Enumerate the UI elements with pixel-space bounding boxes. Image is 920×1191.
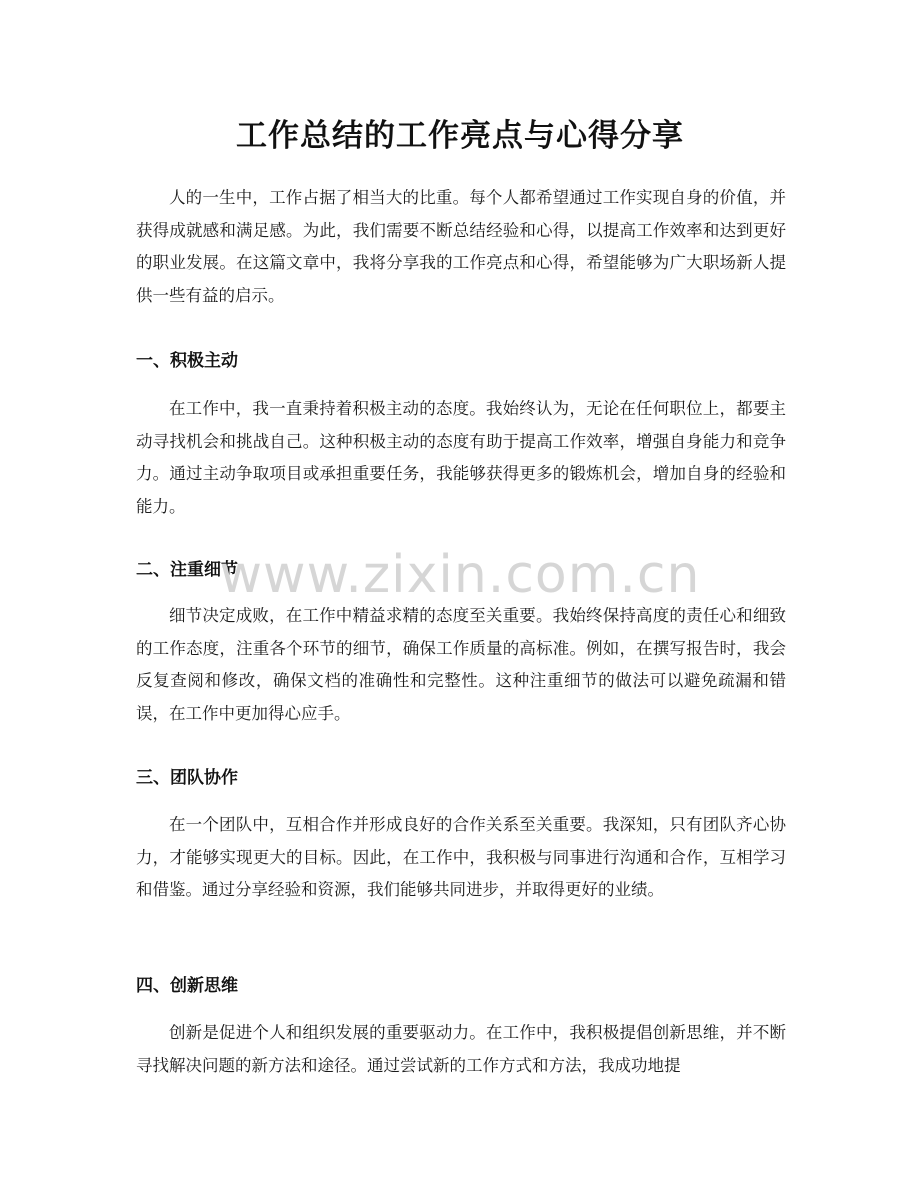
section-body-1: 在工作中，我一直秉持着积极主动的态度。我始终认为，无论在任何职位上，都要主动寻找机会和挑战自己。这种积极主动的态度有助于提高工作效率，增强自身能力和竞争力。通过主动争取项目或承担重要任务，我能够获得更多的锻炼机会，增加自身的经验和能力。 [136, 399, 786, 516]
section-heading-4: 四、创新思维 [136, 976, 238, 996]
section-heading-1: 一、积极主动 [136, 351, 238, 371]
intro-paragraph: 人的一生中，工作占据了相当大的比重。每个人都希望通过工作实现自身的价值，并获得成就感和满足感。为此，我们需要不断总结经验和心得，以提高工作效率和达到更好的职业发展。在这篇文章中，我将分享我的工作亮点和心得，希望能够为广大职场新人提供一些有益的启示。 [136, 188, 786, 305]
section-heading-3: 三、团队协作 [136, 768, 238, 788]
section-body-2: 细节决定成败，在工作中精益求精的态度至关重要。我始终保持高度的责任心和细致的工作态度，注重各个环节的细节，确保工作质量的高标准。例如，在撰写报告时，我会反复查阅和修改，确保文档的准确性和完整性。这种注重细节的做法可以避免疏漏和错误，在工作中更加得心应手。 [136, 606, 786, 723]
watermark: www.zixin.com.cn [219, 545, 701, 605]
document-title: 工作总结的工作亮点与心得分享 [236, 118, 684, 154]
section-body-3: 在一个团队中，互相合作并形成良好的合作关系至关重要。我深知，只有团队齐心协力，才能够实现更大的目标。因此，在工作中，我积极与同事进行沟通和合作，互相学习和借鉴。通过分享经验和资源，我们能够共同进步，并取得更好的业绩。 [136, 815, 786, 899]
section-body-4: 创新是促进个人和组织发展的重要驱动力。在工作中，我积极提倡创新思维，并不断寻找解决问题的新方法和途径。通过尝试新的工作方式和方法，我成功地提 [136, 1023, 786, 1075]
section-heading-2: 二、注重细节 [136, 560, 238, 580]
